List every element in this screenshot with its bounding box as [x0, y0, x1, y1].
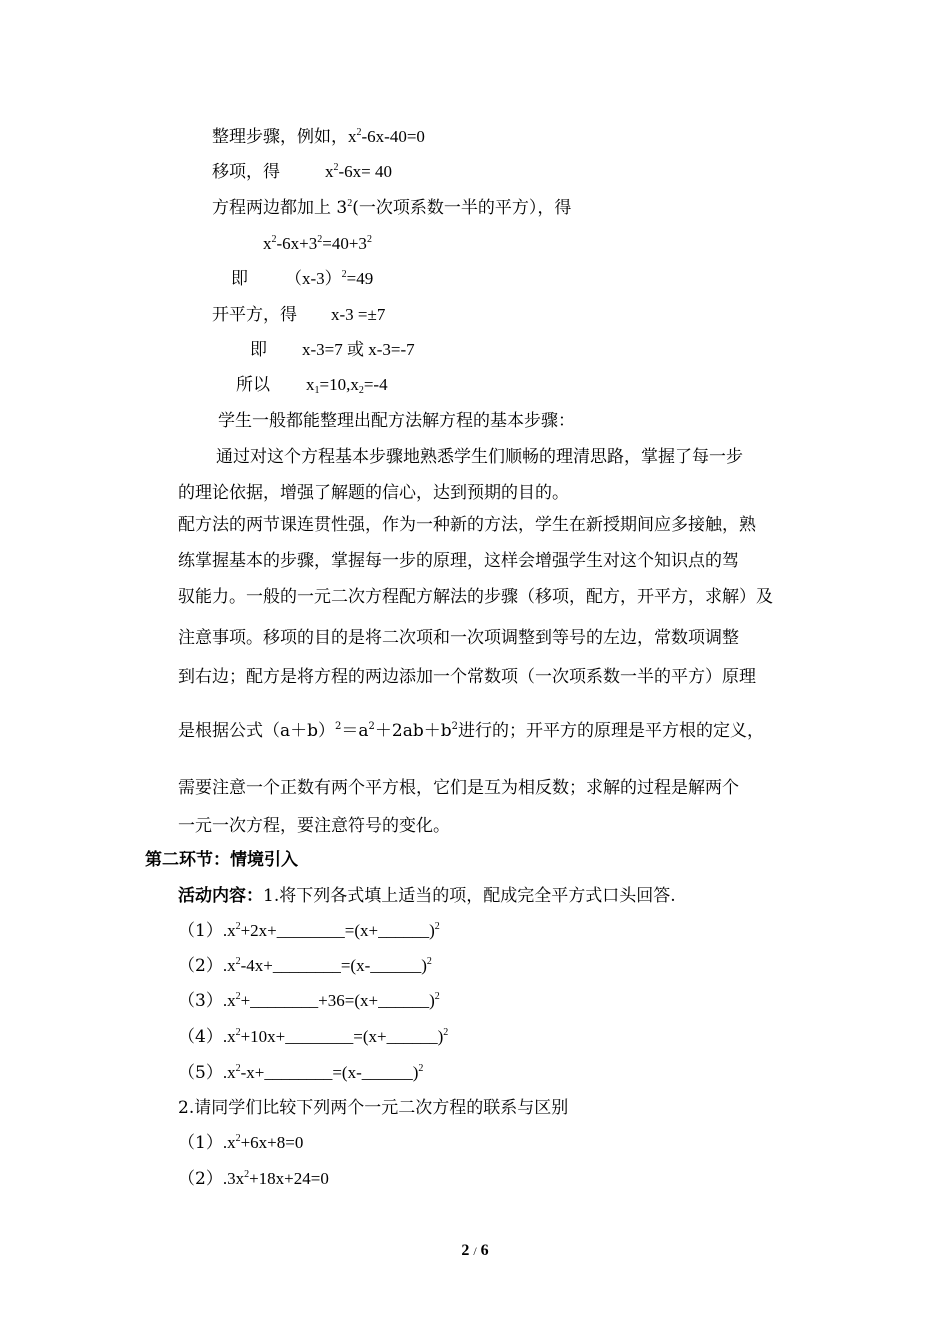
page-number [0, 1242, 950, 1260]
paragraph-2-line-3: 驭能力。一般的一元二次方程配方解法的步骤（移项，配方，开平方，求解）及 [178, 587, 773, 607]
step-move-label: 移项，得 [212, 162, 280, 182]
summary-line: 学生一般都能整理出配方法解方程的基本步骤： [218, 411, 575, 431]
step-move-eq: $x^2-6x= 40$ [325, 162, 392, 181]
section-heading: 第二环节：情境引入 [145, 850, 298, 870]
step-sqrt-eq: x-3 =±7 [331, 305, 386, 324]
question-2-item: $(2).3x^2+18x+24=0$ [178, 1169, 329, 1189]
paragraph-1-line-1: 通过对这个方程基本步骤地熟悉学生们顺畅的理清思路，掌握了每一步 [216, 447, 743, 467]
step-ji2-eq: x-3=7 或 x-3=-7 [302, 340, 415, 359]
paragraph-2-line-2: 练掌握基本的步骤，掌握每一步的原理，这样会增强学生对这个知识点的驾 [178, 551, 739, 571]
step-intro-eq: $x^2-6x-40=0$ [348, 127, 425, 146]
exercise-item: $(3).x^2+\_\_\_\_\_\_\_\_+36=(x+\_\_\_\_\_\_)^2$ [178, 991, 440, 1011]
step-ji2-label: 即 [250, 340, 267, 360]
paragraph-2-line-5: 到右边；配方是将方程的两边添加一个常数项（一次项系数一半的平方）原理 [178, 667, 756, 687]
activity-label: 活动内容： [178, 886, 263, 906]
step-add-eq: $x^2-6x+3^2=40+3^2$ [263, 234, 372, 253]
step-add: 方程两边都加上 $3^2$(一次项系数一半的平方），得 [212, 198, 572, 218]
step-so-eq: $x_1=10,x_2=-4$ [306, 375, 388, 396]
exercise-item: $(5).x^2-x+\_\_\_\_\_\_\_\_=(x-\_\_\_\_\_\_)^2$ [178, 1063, 424, 1083]
step-ji-eq: $(x-3)^2=49$ [285, 269, 374, 288]
step-move [212, 161, 280, 183]
page-current: 2 [461, 1242, 470, 1259]
step-intro-label: 整理步骤，例如， [212, 127, 348, 147]
paragraph-2-line-7: 需要注意一个正数有两个平方根，它们是互为相反数；求解的过程是解两个 [178, 778, 739, 798]
paragraph-2-line-8: 一元一次方程，要注意符号的变化。 [178, 816, 450, 836]
activity-line [178, 885, 676, 907]
step-intro [212, 126, 425, 148]
step-so-label: 所以 [236, 375, 270, 395]
paragraph-2-line-6: 是根据公式$(a+b)^2=a^2+2ab+b^2$进行的；开平方的原理是平方根的定义， [178, 721, 765, 741]
question-2-item: $(1).x^2+6x+8=0$ [178, 1133, 304, 1153]
step-sqrt-label: 开平方，得 [212, 305, 297, 325]
exercise-item: $(2).x^2-4x+\_\_\_\_\_\_\_\_=(x-\_\_\_\_\_\_)^2$ [178, 956, 432, 976]
step-ji-label: 即 [231, 269, 248, 289]
paragraph-2-line-4: 注意事项。移项的目的是将二次项和一次项调整到等号的左边，常数项调整 [178, 628, 739, 648]
activity-text: 1.将下列各式填上适当的项，配成完全平方式口头回答. [263, 886, 676, 906]
page-total: 6 [480, 1242, 489, 1259]
paragraph-1-line-2: 的理论依据，增强了解题的信心，达到预期的目的。 [178, 483, 569, 503]
paragraph-2-line-1: 配方法的两节课连贯性强，作为一种新的方法，学生在新授期间应多接触，熟 [178, 515, 756, 535]
page-separator: / [473, 1244, 477, 1258]
exercise-item: $(1).x^2+2x+\_\_\_\_\_\_\_\_=(x+\_\_\_\_\_\_)^2$ [178, 921, 440, 941]
question-2: 2.请同学们比较下列两个一元二次方程的联系与区别 [178, 1098, 569, 1118]
exercise-item: $(4).x^2+10x+\_\_\_\_\_\_\_\_=(x+\_\_\_\_\_\_)^2$ [178, 1027, 449, 1047]
